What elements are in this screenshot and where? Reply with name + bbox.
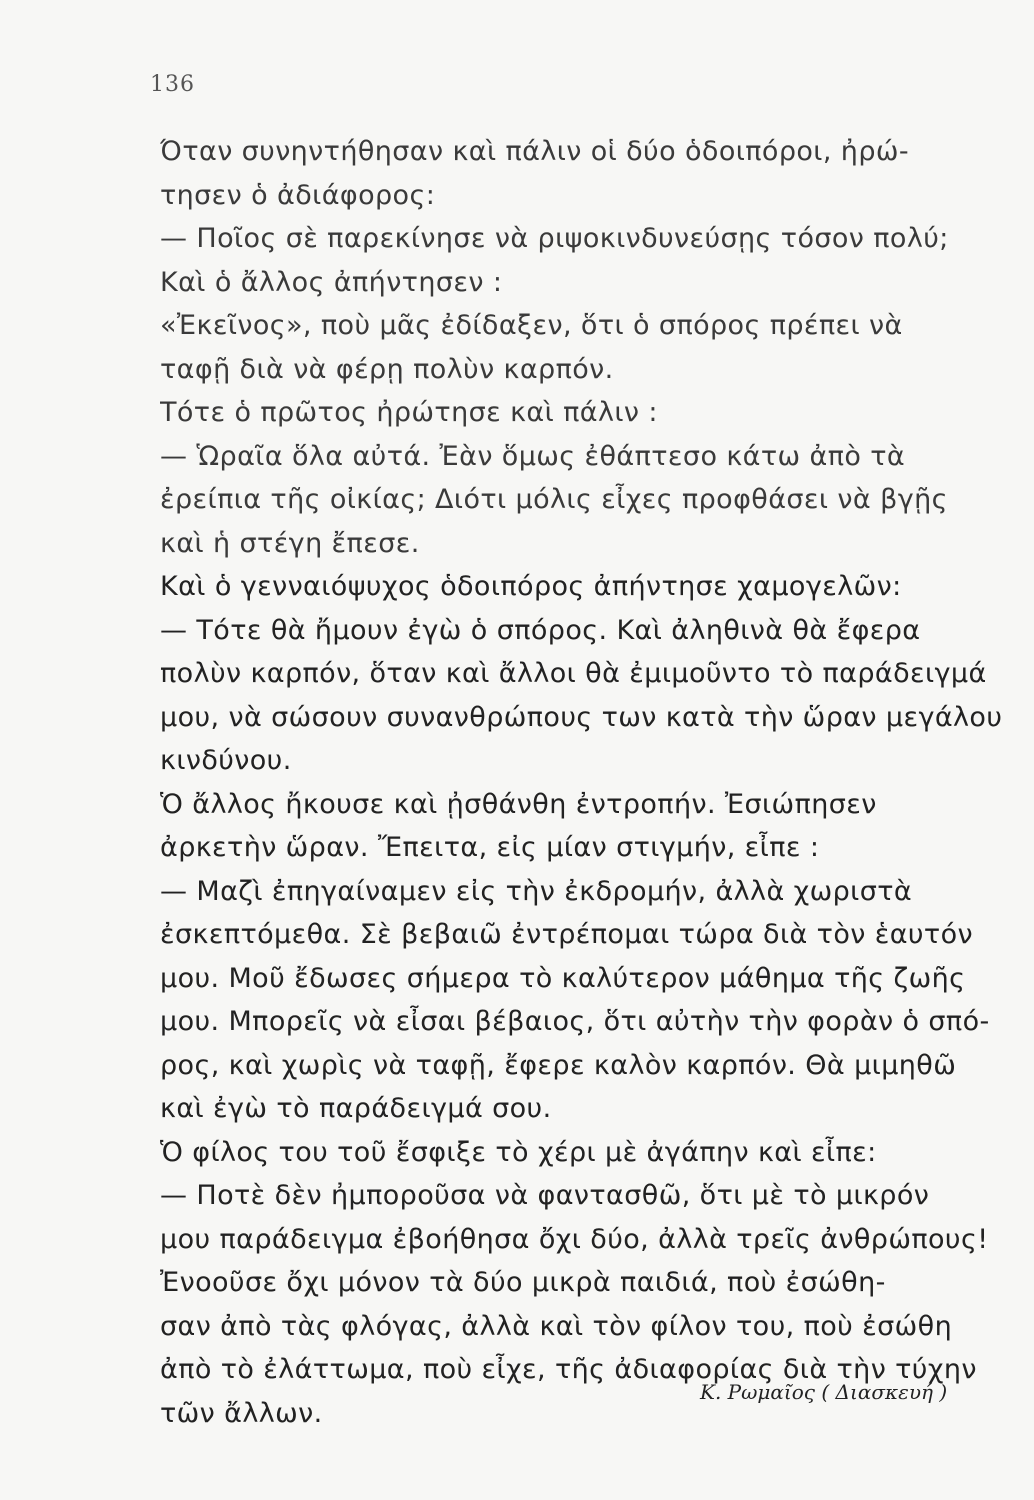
text-line: καὶ ἡ στέγη ἔπεσε. [160, 527, 420, 559]
text-line: Ὁ φίλος του τοῦ ἔσφιξε τὸ χέρι μὲ ἀγάπην καὶ εἶπε: [160, 1136, 877, 1168]
text-line: ρος, καὶ χωρὶς νὰ ταφῇ, ἔφερε καλὸν καρπόν. Θὰ μιμηθῶ [160, 1049, 957, 1081]
text-line: «Ἐκεῖνος», ποὺ μᾶς ἐδίδαξεν, ὅτι ὁ σπόρος πρέπει νὰ [160, 310, 903, 341]
text-line: ἀρκετὴν ὥραν. Ἔπειτα, εἰς μίαν στιγμήν, εἶπε : [160, 832, 820, 863]
text-line: — Ποῖος σὲ παρεκίνησε νὰ ριψοκινδυνεύσῃς τόσον πολύ; [160, 223, 949, 254]
text-line: Τότε ὁ πρῶτος ἠρώτησε καὶ πάλιν : [160, 397, 658, 428]
text-line: τῶν ἄλλων. [160, 1397, 323, 1429]
text-line: — Ποτὲ δὲν ἠμποροῦσα νὰ φαντασθῶ, ὅτι μὲ τὸ μικρόν [160, 1180, 930, 1211]
text-line: μου παράδειγμα ἐβοήθησα ὄχι δύο, ἀλλὰ τρεῖς ἀνθρώπους! [160, 1223, 989, 1255]
text-line: — Τότε θὰ ἤμουν ἐγὼ ὁ σπόρος. Καὶ ἀληθινὰ θὰ ἔφερα [160, 614, 921, 646]
author-signature: Κ. Ρωμαῖος ( Διασκευή ) [700, 1380, 948, 1404]
text-line: ταφῇ διὰ νὰ φέρῃ πολὺν καρπόν. [160, 353, 614, 385]
story-text [160, 130, 1030, 1435]
text-line: κινδύνου. [160, 745, 292, 776]
text-line: μου, νὰ σώσουν συνανθρώπους των κατὰ τὴν ὥραν μεγάλου [160, 701, 1003, 733]
text-line: σαν ἀπὸ τὰς φλόγας, ἀλλὰ καὶ τὸν φίλον του, ποὺ ἐσώθη [160, 1310, 953, 1342]
text-line: Ἐνοοῦσε ὄχι μόνον τὰ δύο μικρὰ παιδιά, ποὺ ἐσώθη- [160, 1267, 886, 1298]
text-line: ἐρείπια τῆς οἰκίας; Διότι μόλις εἶχες προφθάσει νὰ βγῇς [160, 484, 948, 515]
text-line: πολὺν καρπόν, ὅταν καὶ ἄλλοι θὰ ἐμιμοῦντο τὸ παράδειγμά [160, 658, 987, 689]
text-line: Όταν συνηντήθησαν καὶ πάλιν οἱ δύο ὁδοιπόροι, ἠρώ- [160, 136, 910, 167]
text-line: — Μαζὶ ἐπηγαίναμεν εἰς τὴν ἐκδρομήν, ἀλλὰ χωριστὰ [160, 875, 913, 907]
page-number: 136 [150, 72, 195, 97]
text-line: ἐσκεπτόμεθα. Σὲ βεβαιῶ ἐντρέπομαι τώρα διὰ τὸν ἑαυτόν [160, 919, 973, 950]
text-line: μου. Μοῦ ἔδωσες σήμερα τὸ καλύτερον μάθημα τῆς ζωῆς [160, 962, 966, 994]
text-line: Καὶ ὁ γενναιόψυχος ὁδοιπόρος ἀπήντησε χαμογελῶν: [160, 571, 902, 602]
text-line: Καὶ ὁ ἄλλος ἀπήντησεν : [160, 266, 503, 298]
text-line: τησεν ὁ ἀδιάφορος: [160, 179, 436, 211]
text-line: — Ὡραῖα ὅλα αὐτά. Ἐὰν ὅμως ἐθάπτεσο κάτω ἀπὸ τὰ [160, 440, 906, 472]
text-line: Ὁ ἄλλος ἤκουσε καὶ ᾐσθάνθη ἐντροπήν. Ἐσιώπησεν [160, 788, 877, 820]
text-line: μου. Μπορεῖς νὰ εἶσαι βέβαιος, ὅτι αὐτὴν τὴν φορὰν ὁ σπό- [160, 1006, 990, 1037]
text-line: ἀπὸ τὸ ἐλάττωμα, ποὺ εἶχε, τῆς ἀδιαφορίας διὰ τὴν τύχην [160, 1354, 977, 1385]
text-line: καὶ ἐγὼ τὸ παράδειγμά σου. [160, 1093, 552, 1124]
